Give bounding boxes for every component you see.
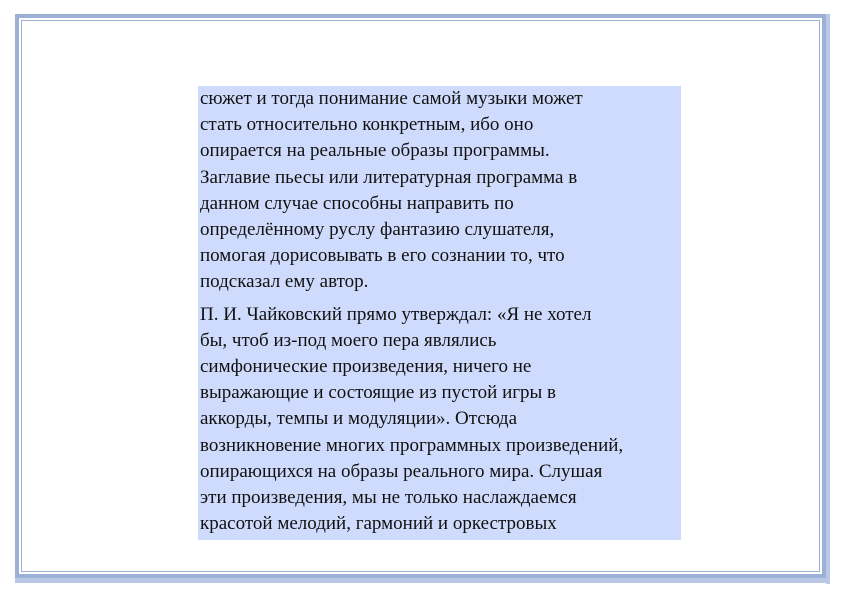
text-line: данном случае способны направить по — [200, 192, 514, 214]
text-line: П. И. Чайковский прямо утверждал: «Я не хотел — [200, 303, 592, 325]
frame-shadow-bottom — [15, 578, 830, 583]
text-line: стать относительно конкретным, ибо оно — [200, 114, 534, 136]
paragraph-1 — [200, 86, 681, 296]
text-line: эти произведения, мы не только наслаждаемся — [200, 487, 577, 509]
text-line: бы, чтоб из-под моего пера являлись — [200, 329, 497, 351]
text-line: опирающихся на образы реального мира. Слушая — [200, 460, 603, 482]
text-line: симфонические произведения, ничего не — [200, 356, 532, 378]
text-line: возникновение многих программных произведений, — [200, 434, 624, 456]
text-line: выражающие и состоящие из пустой игры в — [200, 382, 557, 404]
text-line: сюжет и тогда понимание самой музыки может — [200, 88, 583, 109]
text-line: определённому руслу фантазию слушателя, — [200, 219, 555, 241]
text-line: помогая дорисовывать в его сознании то, что — [200, 245, 565, 267]
text-line: опирается на реальные образы программы. — [200, 140, 550, 162]
text-box — [198, 86, 681, 540]
frame-shadow-right — [826, 14, 830, 584]
text-line: красотой мелодий, гармоний и оркестровых — [200, 513, 557, 535]
text-line: аккорды, темпы и модуляции». Отсюда — [200, 408, 518, 430]
text-line: Заглавие пьесы или литературная программа в — [200, 166, 578, 188]
text-line: подсказал ему автор. — [200, 271, 369, 293]
paragraph-2 — [200, 302, 681, 538]
